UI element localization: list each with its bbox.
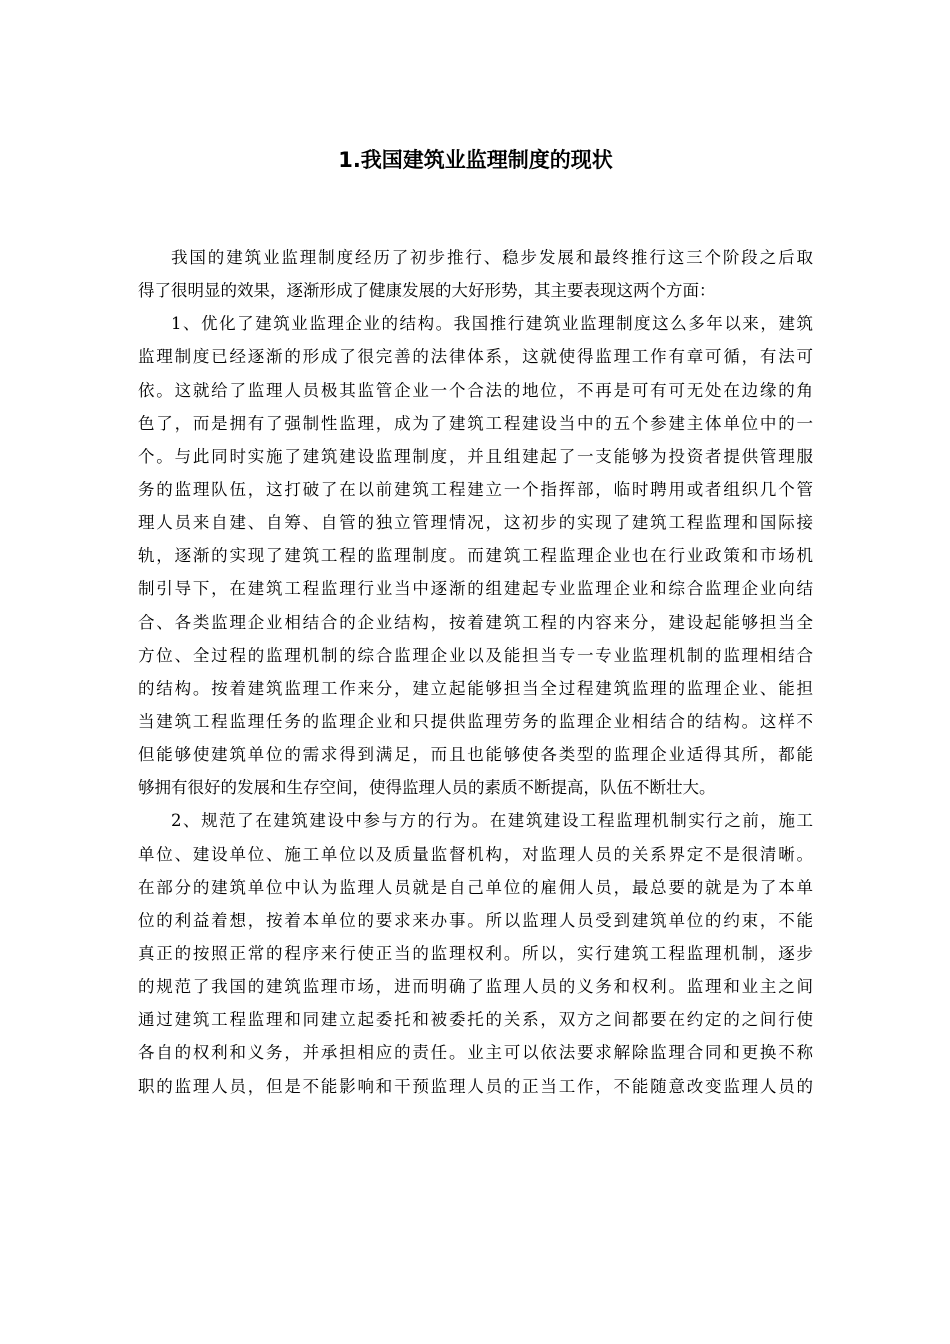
body-text-line: 我国的建筑业监理制度经历了初步推行、稳步发展和最终推行这三个阶段之后取 [171, 248, 813, 267]
body-text-line: 的结构。按着建筑监理工作来分，建立起能够担当全过程建筑监理的监理企业、能担 [138, 678, 813, 698]
body-text-line: 务的监理队伍，这打破了在以前建筑工程建立一个指挥部，临时聘用或者组织几个管 [138, 479, 813, 499]
body-text-line: 在部分的建筑单位中认为监理人员就是自己单位的雇佣人员，最总要的就是为了本单 [138, 877, 813, 897]
body-text-line: 够拥有很好的发展和生存空间，使得监理人员的素质不断提高，队伍不断壮大。 [138, 778, 716, 798]
body-text-line: 1、优化了建筑业监理企业的结构。我国推行建筑业监理制度这么多年以来，建筑 [171, 314, 813, 334]
body-text-line: 单位、建设单位、施工单位以及质量监督机构，对监理人员的关系界定不是很清晰。 [138, 844, 813, 864]
body-text-line: 通过建筑工程监理和同建立起委托和被委托的关系，双方之间都要在约定的之间行使 [138, 1010, 813, 1030]
document-body [138, 241, 813, 1103]
body-text-line: 但能够使建筑单位的需求得到满足，而且也能够使各类型的监理企业适得其所，都能 [138, 745, 813, 765]
body-text-line: 色了，而是拥有了强制性监理，成为了建筑工程建设当中的五个参建主体单位中的一 [138, 413, 813, 433]
body-text-line: 2、规范了在建筑建设中参与方的行为。在建筑建设工程监理机制实行之前，施工 [171, 811, 813, 831]
body-text-line: 制引导下，在建筑工程监理行业当中逐渐的组建起专业监理企业和综合监理企业向结 [138, 579, 813, 599]
body-text-line: 各自的权利和义务，并承担相应的责任。业主可以依法要求解除监理合同和更换不称 [138, 1043, 813, 1063]
body-text-line: 依。这就给了监理人员极其监管企业一个合法的地位，不再是可有可无处在边缘的角 [138, 380, 813, 400]
body-text-line: 合、各类监理企业相结合的企业结构，按着建筑工程的内容来分，建设起能够担当全 [138, 612, 813, 632]
body-text-line: 真正的按照正常的程序来行使正当的监理权利。所以，实行建筑工程监理机制，逐步 [138, 943, 813, 963]
body-text-line: 得了很明显的效果，逐渐形成了健康发展的大好形势，其主要表现这两个方面： [138, 281, 716, 301]
body-text-line: 个。与此同时实施了建筑建设监理制度，并且组建起了一支能够为投资者提供管理服 [138, 446, 813, 466]
body-text-line: 职的监理人员，但是不能影响和干预监理人员的正当工作，不能随意改变监理人员的 [138, 1076, 813, 1096]
body-text-line: 的规范了我国的建筑监理市场，进而明确了监理人员的义务和权利。监理和业主之间 [138, 977, 813, 997]
body-text-line: 轨，逐渐的实现了建筑工程的监理制度。而建筑工程监理企业也在行业政策和市场机 [138, 546, 813, 566]
body-text-line: 监理制度已经逐渐的形成了很完善的法律体系，这就使得监理工作有章可循，有法可 [138, 347, 813, 367]
body-text-line: 方位、全过程的监理机制的综合监理企业以及能担当专一专业监理机制的监理相结合 [138, 645, 813, 665]
body-text-line: 位的利益着想，按着本单位的要求来办事。所以监理人员受到建筑单位的约束，不能 [138, 910, 813, 930]
body-text-line: 理人员来自建、自筹、自管的独立管理情况，这初步的实现了建筑工程监理和国际接 [138, 513, 813, 533]
body-text-line: 当建筑工程监理任务的监理企业和只提供监理劳务的监理企业相结合的结构。这样不 [138, 711, 813, 731]
document-title: 1.我国建筑业监理制度的现状 [338, 148, 613, 172]
